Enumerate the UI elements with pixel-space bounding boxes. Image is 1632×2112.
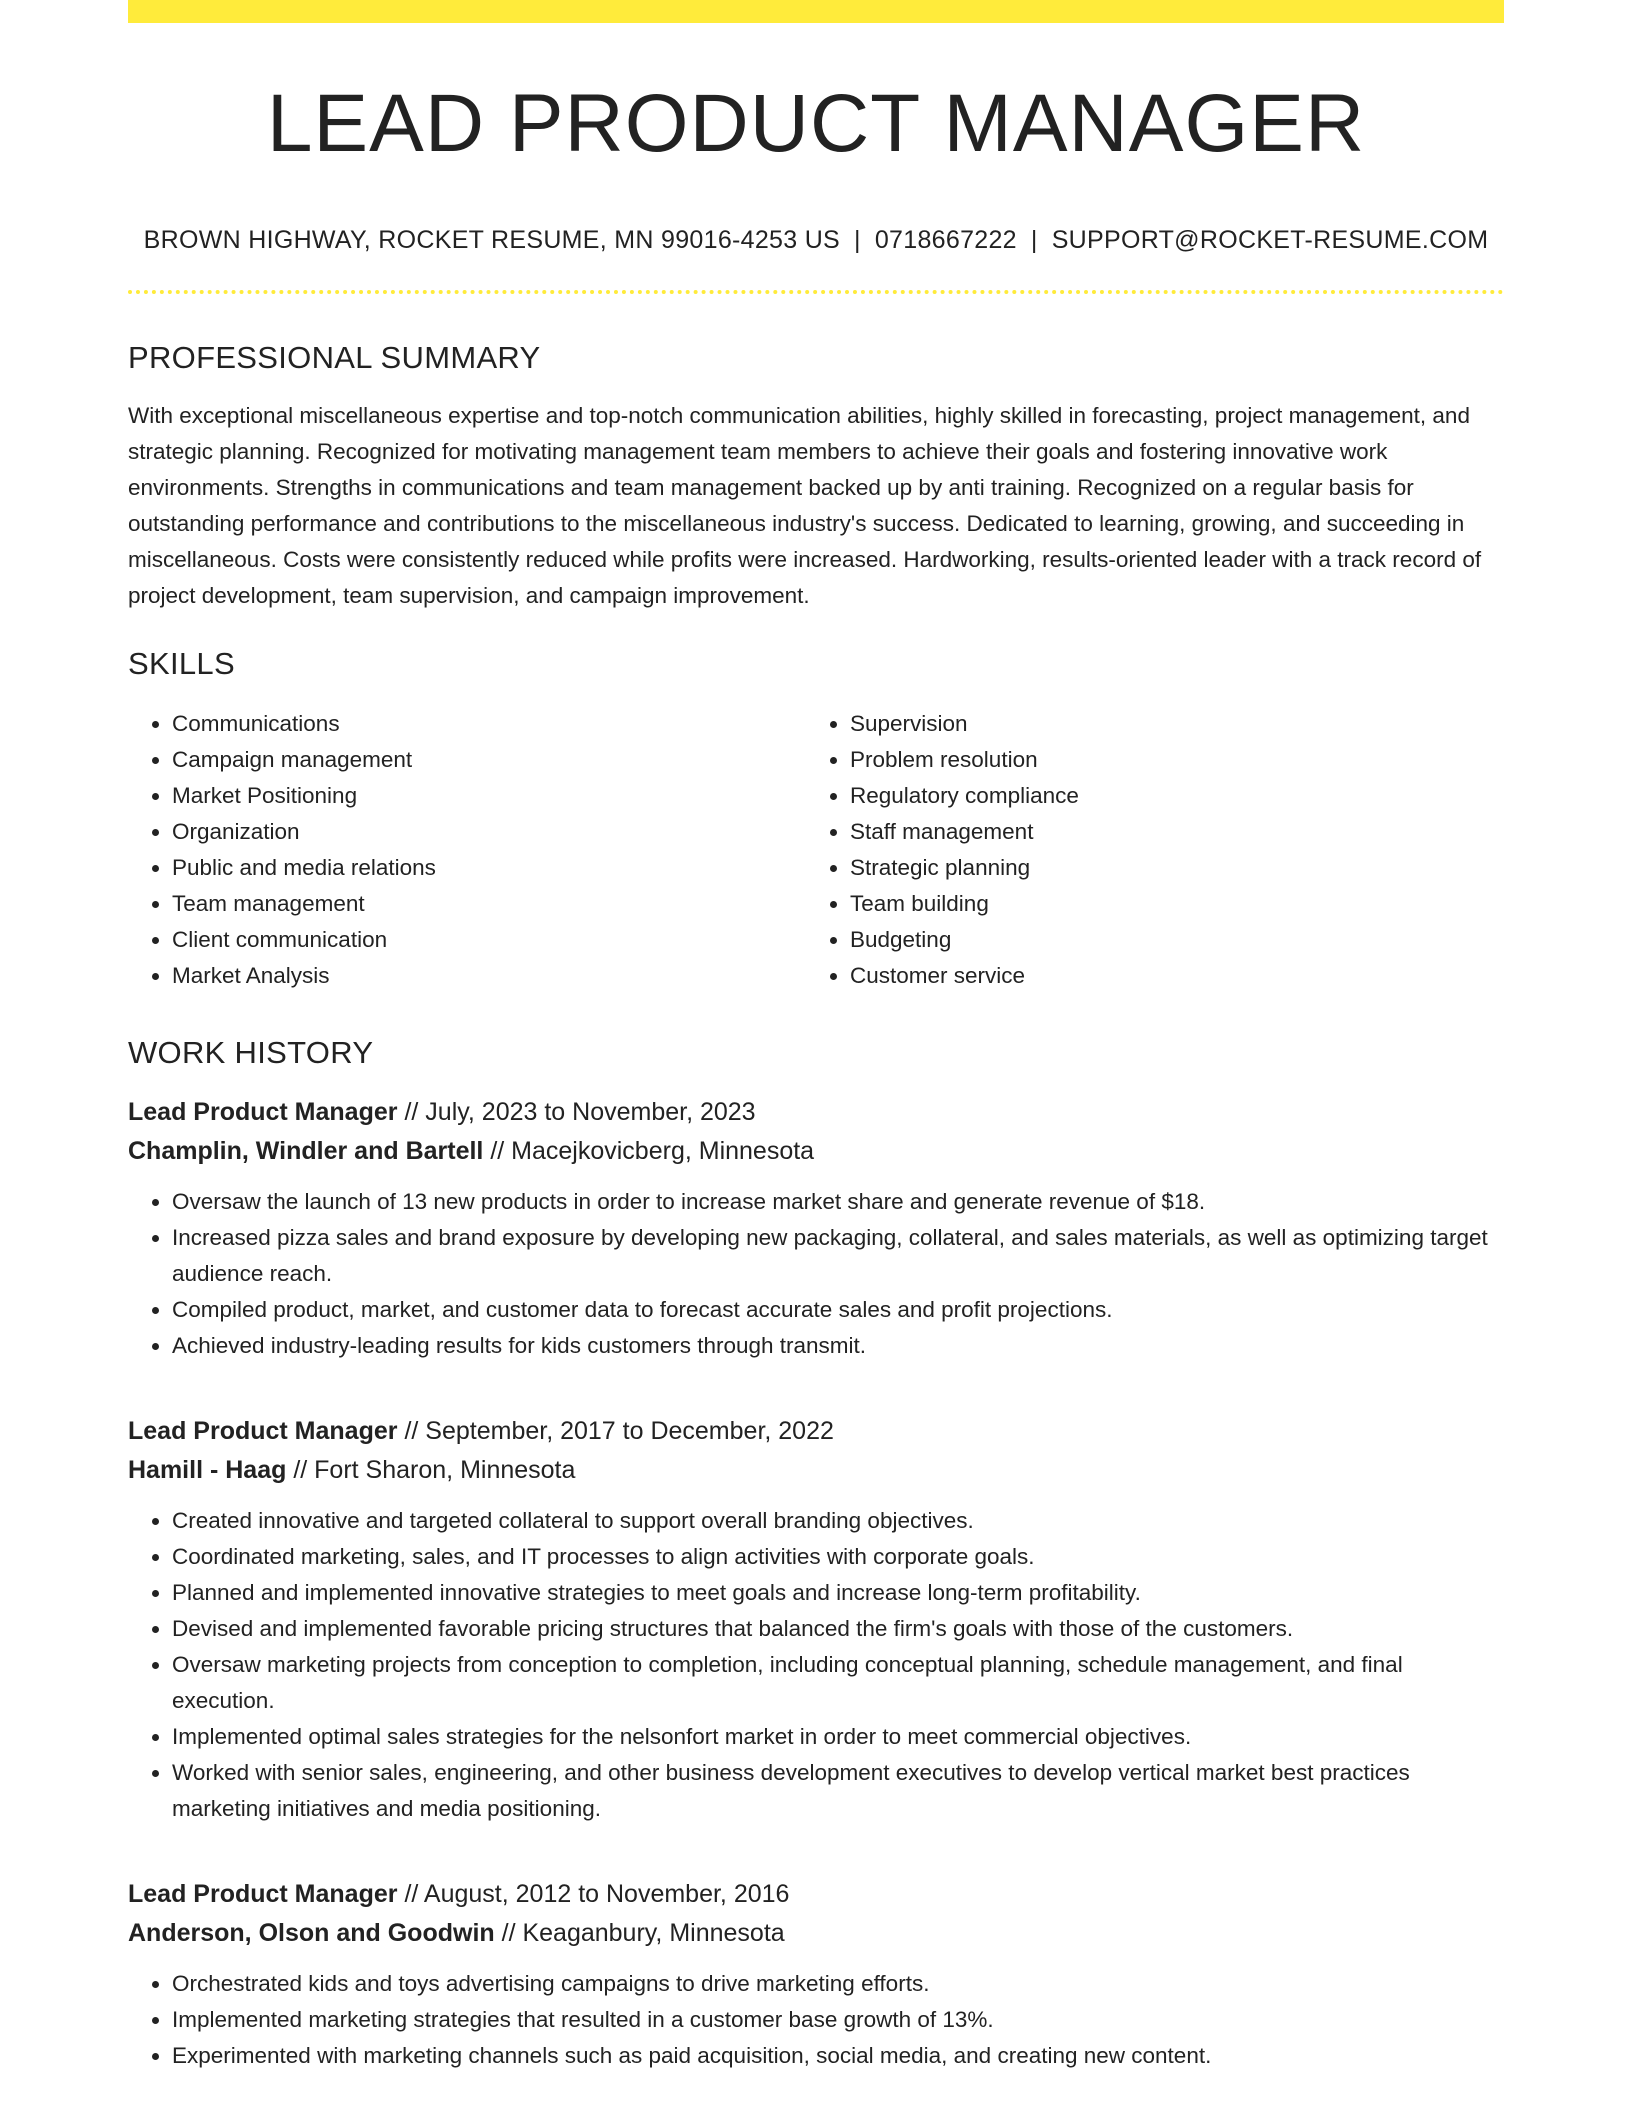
job-bullet: • Implemented marketing strategies that resulted in a customer base growth of 13%.	[172, 2002, 1504, 2038]
skill-item: • Market Positioning	[172, 778, 806, 814]
job-bullet: • Compiled product, market, and customer data to forecast accurate sales and profit projections.	[172, 1292, 1504, 1328]
skill-item: • Customer service	[850, 958, 1484, 994]
job-dates: // September, 2017 to December, 2022	[404, 1416, 834, 1445]
skill-item: • Problem resolution	[850, 742, 1484, 778]
job-company: Anderson, Olson and Goodwin	[128, 1918, 495, 1947]
job-bullet: • Achieved industry-leading results for kids customers through transmit.	[172, 1328, 1504, 1364]
dotted-divider	[128, 290, 1504, 294]
section-title-work-history: WORK HISTORY	[128, 1034, 374, 1070]
job-company: Champlin, Windler and Bartell	[128, 1136, 484, 1165]
job-role: Lead Product Manager	[128, 1879, 398, 1908]
contact-email[interactable]: SUPPORT@ROCKET-RESUME.COM	[1051, 226, 1489, 255]
skill-item: • Market Analysis	[172, 958, 806, 994]
job-location: // Fort Sharon, Minnesota	[293, 1455, 576, 1484]
contact-separator: |	[1030, 226, 1038, 255]
job-bullets	[128, 1184, 1504, 1364]
skill-item: • Communications	[172, 706, 806, 742]
skill-item: • Campaign management	[172, 742, 806, 778]
job-bullet: • Oversaw marketing projects from conception to completion, including conceptual planning, schedule management, and final execution.	[172, 1647, 1504, 1719]
job-bullet: • Coordinated marketing, sales, and IT processes to align activities with corporate goals.	[172, 1539, 1504, 1575]
job-bullet: • Created innovative and targeted collateral to support overall branding objectives.	[172, 1503, 1504, 1539]
skills-columns	[128, 706, 1504, 994]
job-role: Lead Product Manager	[128, 1416, 398, 1445]
job-company-line	[128, 1132, 1504, 1171]
job-company: Hamill - Haag	[128, 1455, 287, 1484]
job-entry	[128, 1875, 1504, 2074]
job-bullet: • Planned and implemented innovative strategies to meet goals and increase long-term profitability.	[172, 1575, 1504, 1611]
job-bullet: • Orchestrated kids and toys advertising campaigns to drive marketing efforts.	[172, 1966, 1504, 2002]
job-company-line	[128, 1914, 1504, 1953]
job-role-line	[128, 1093, 1504, 1132]
contact-address: BROWN HIGHWAY, ROCKET RESUME, MN 99016-4253 US	[143, 226, 841, 255]
skill-item: • Client communication	[172, 922, 806, 958]
section-title-summary: PROFESSIONAL SUMMARY	[128, 340, 541, 376]
skill-item: • Staff management	[850, 814, 1484, 850]
job-bullets	[128, 1503, 1504, 1827]
skills-list-right	[806, 706, 1484, 994]
job-bullet: • Worked with senior sales, engineering, and other business development executives to develop vertical market best practices marketing initiatives and media positioning.	[172, 1755, 1504, 1827]
job-bullet: • Increased pizza sales and brand exposure by developing new packaging, collateral, and sales materials, as well as optimizing target audience reach.	[172, 1220, 1504, 1292]
job-role: Lead Product Manager	[128, 1097, 398, 1126]
job-entry	[128, 1093, 1504, 1364]
contact-line	[128, 225, 1504, 255]
skills-list-left	[128, 706, 806, 994]
skill-item: • Budgeting	[850, 922, 1484, 958]
job-bullet: • Implemented optimal sales strategies for the nelsonfort market in order to meet commercial objectives.	[172, 1719, 1504, 1755]
job-role-line	[128, 1875, 1504, 1914]
resume-page	[128, 0, 1504, 2074]
job-bullet: • Oversaw the launch of 13 new products in order to increase market share and generate revenue of $18.	[172, 1184, 1504, 1220]
job-dates: // July, 2023 to November, 2023	[404, 1097, 756, 1126]
contact-phone[interactable]: 0718667222	[874, 226, 1017, 255]
job-location: // Macejkovicberg, Minnesota	[490, 1136, 815, 1165]
skill-item: • Strategic planning	[850, 850, 1484, 886]
skill-item: • Organization	[172, 814, 806, 850]
job-bullets	[128, 1966, 1504, 2074]
job-role-line	[128, 1412, 1504, 1451]
skill-item: • Public and media relations	[172, 850, 806, 886]
job-bullet: • Devised and implemented favorable pricing structures that balanced the firm's goals with those of the customers.	[172, 1611, 1504, 1647]
contact-separator: |	[854, 226, 861, 255]
job-company-line	[128, 1451, 1504, 1490]
accent-top-bar	[128, 0, 1504, 23]
job-entry	[128, 1412, 1504, 1827]
job-bullet: • Experimented with marketing channels such as paid acquisition, social media, and creating new content.	[172, 2038, 1504, 2074]
section-title-skills: SKILLS	[128, 646, 235, 682]
resume-title: LEAD PRODUCT MANAGER	[266, 78, 1366, 169]
skill-item: • Regulatory compliance	[850, 778, 1484, 814]
summary-text: With exceptional miscellaneous expertise and top-notch communication abilities, highly skilled in forecasting, project management, and strategic planning. Recognized for motivating management team members to achieve their goals and fostering innovative work environments. Strengths in communications and team management backed up by anti training. Recognized on a regular basis for outstanding performance and contributions to the miscellaneous industry's success. Dedicated to learning, growing, and succeeding in miscellaneous. Costs were consistently reduced while profits were increased. Hardworking, results-oriented leader with a track record of project development, team supervision, and campaign improvement.	[128, 403, 1482, 609]
skill-item: • Team management	[172, 886, 806, 922]
job-location: // Keaganbury, Minnesota	[501, 1918, 785, 1947]
skill-item: • Supervision	[850, 706, 1484, 742]
job-dates: // August, 2012 to November, 2016	[404, 1879, 790, 1908]
skill-item: • Team building	[850, 886, 1484, 922]
